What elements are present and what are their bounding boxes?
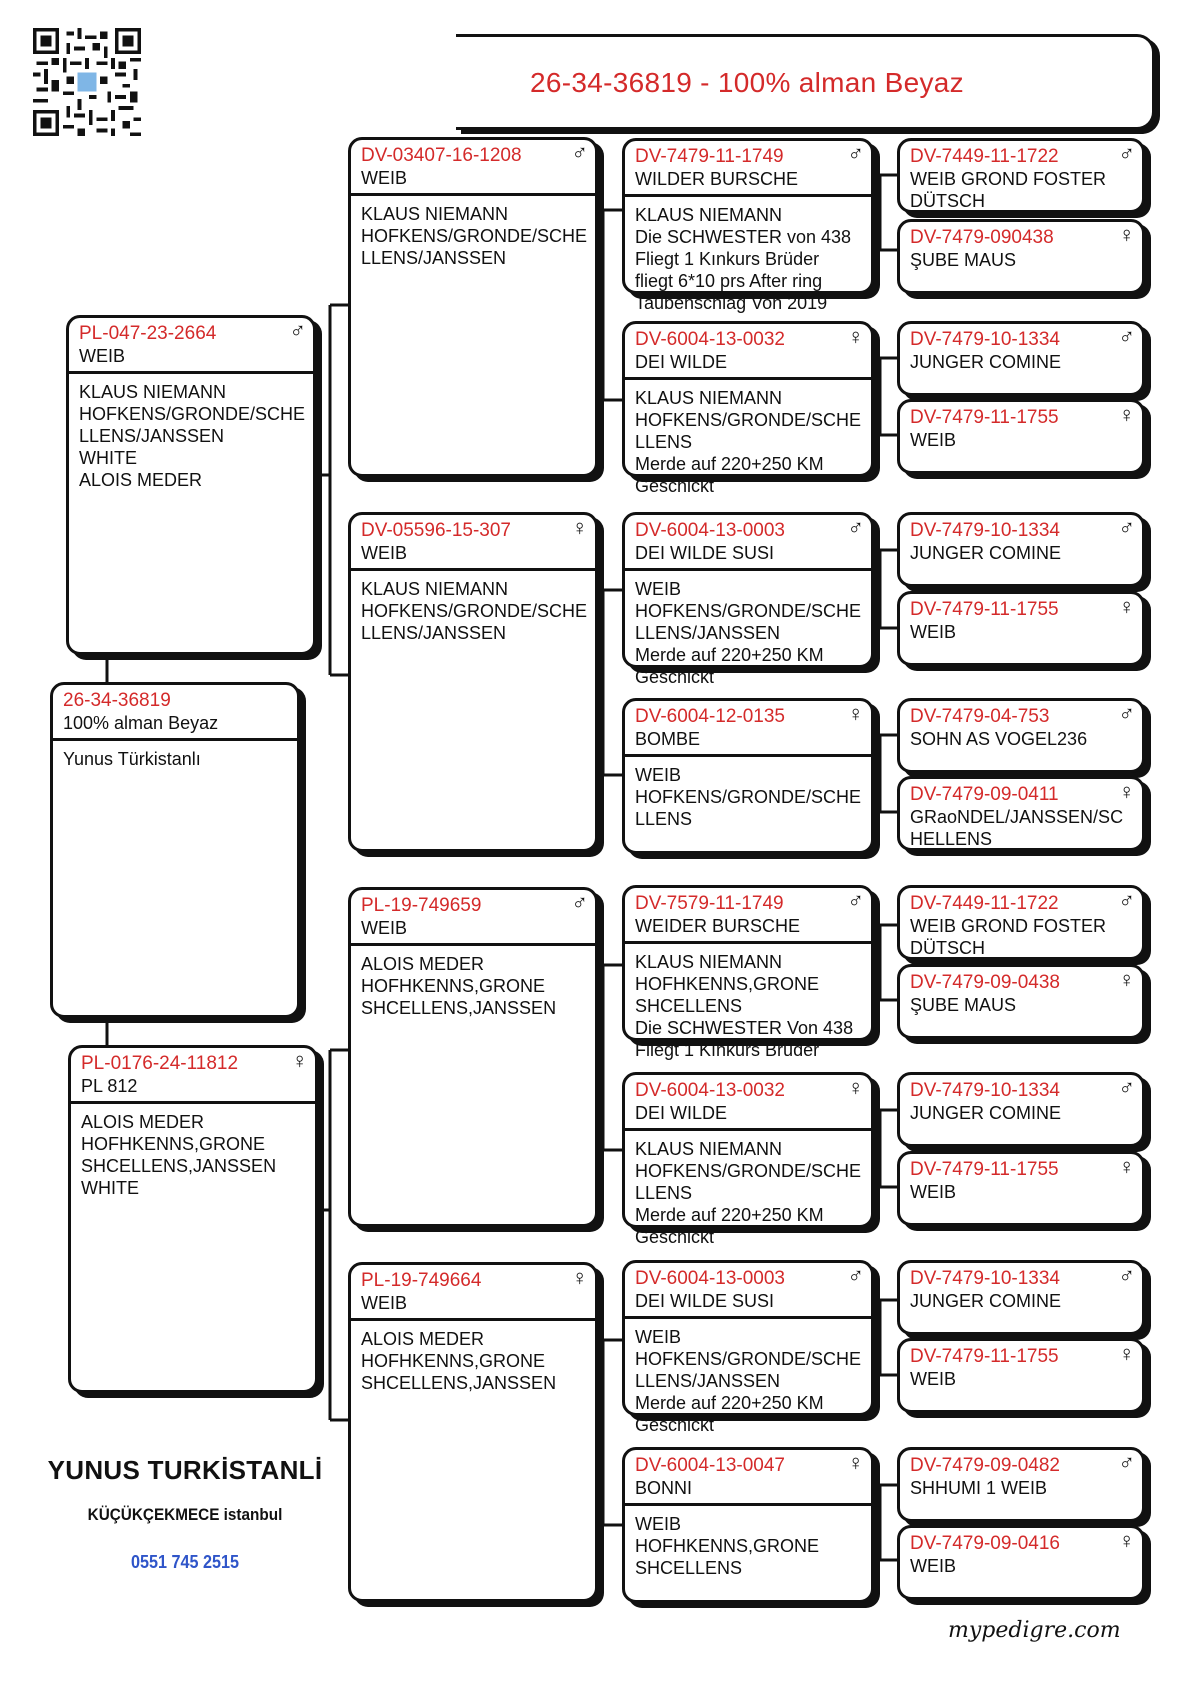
dam-ring: PL-0176-24-11812	[81, 1053, 239, 1074]
pigeon-name-cont: DÜTSCH	[910, 191, 985, 211]
gg-grandparent-card[interactable]	[897, 1525, 1145, 1600]
gg-grandparent-card[interactable]	[897, 138, 1145, 213]
gg-grandparent-card[interactable]	[897, 1151, 1145, 1226]
pigeon-name: WEIB	[910, 1556, 957, 1576]
note-line: SHCELLENS,JANSSEN	[361, 998, 557, 1018]
pigeon-name: JUNGER COMINE	[910, 543, 1062, 563]
ring-number: DV-7479-11-1755	[910, 599, 1059, 620]
note-line: Geschickt	[635, 667, 715, 687]
female-symbol-icon: ♀	[571, 1265, 588, 1290]
note-line: HOFKENS/GRONDE/SCHE	[635, 787, 862, 807]
ring-number: DV-7479-09-0411	[910, 784, 1059, 805]
female-symbol-icon: ♀	[847, 1075, 864, 1100]
gg-grandparent-card[interactable]	[897, 591, 1145, 666]
ring-number: DV-7479-09-0482	[910, 1455, 1060, 1476]
female-symbol-icon: ♀	[291, 1048, 308, 1073]
pigeon-name: JUNGER COMINE	[910, 1103, 1062, 1123]
pigeon-name: WEIB GROND FOSTER	[910, 169, 1107, 189]
note-line: HOFKENS/GRONDE/SCHE	[635, 1161, 862, 1181]
sire-note: ALOIS MEDER	[79, 470, 203, 490]
note-line: KLAUS NIEMANN	[361, 204, 509, 224]
pigeon-name: WEIB GROND FOSTER	[910, 916, 1107, 936]
note-line: HOFKENS/GRONDE/SCHE	[635, 1349, 862, 1369]
gg-grandparent-card[interactable]	[897, 1072, 1145, 1147]
pigeon-name: WEIB	[361, 1293, 408, 1313]
ring-number: DV-6004-13-0032	[635, 1080, 785, 1101]
pigeon-name: BONNI	[635, 1478, 693, 1498]
pigeon-name: SHHUMI 1 WEIB	[910, 1478, 1048, 1498]
pigeon-name: WILDER BURSCHE	[635, 169, 799, 189]
ring-number: DV-7479-11-1749	[635, 146, 784, 167]
gg-grandparent-card[interactable]	[897, 776, 1145, 851]
note-line: SHCELLENS,JANSSEN	[361, 1373, 557, 1393]
note-line: LLENS	[635, 1183, 693, 1203]
note-line: HOFHKENNS,GRONE	[635, 974, 820, 994]
gg-grandparent-card[interactable]	[897, 885, 1145, 960]
sire-name: WEIB	[79, 346, 126, 366]
male-symbol-icon: ♂	[847, 1263, 864, 1288]
subject-owner: Yunus Türkistanlı	[63, 749, 201, 769]
female-symbol-icon: ♀	[1118, 222, 1135, 247]
note-line: HOFHKENNS,GRONE	[361, 1351, 546, 1371]
pigeon-name: JUNGER COMINE	[910, 352, 1062, 372]
note-line: HOFKENS/GRONDE/SCHE	[361, 601, 588, 621]
ring-number: DV-6004-12-0135	[635, 706, 785, 727]
ring-number: DV-03407-16-1208	[361, 145, 522, 166]
gg-grandparent-card[interactable]	[897, 399, 1145, 474]
great-grandparent-card[interactable]	[622, 1260, 874, 1435]
note-line: LLENS	[635, 432, 693, 452]
great-grandparent-card[interactable]	[622, 1447, 874, 1603]
note-line: Geschickt	[635, 1415, 715, 1435]
male-symbol-icon: ♂	[289, 318, 306, 343]
pigeon-name: WEIB	[361, 168, 408, 188]
dam-card[interactable]	[68, 1045, 318, 1393]
note-line: KLAUS NIEMANN	[635, 1139, 783, 1159]
note-line: Fliegt 1 Kınkurs Brüder	[635, 249, 820, 269]
female-symbol-icon: ♀	[1118, 1528, 1135, 1553]
brand-logo: mypedigre.com	[948, 1618, 1121, 1643]
note-line: LLENS/JANSSEN	[635, 623, 781, 643]
pigeon-name: ŞUBE MAUS	[910, 995, 1017, 1015]
female-symbol-icon: ♀	[1118, 1341, 1135, 1366]
pigeon-name: WEIB	[910, 622, 957, 642]
breeder-name: YUNUS TURKİSTANLİ	[47, 1455, 323, 1485]
male-symbol-icon: ♂	[847, 888, 864, 913]
grandparent-card[interactable]	[348, 512, 598, 852]
male-symbol-icon: ♂	[847, 515, 864, 540]
gg-grandparent-card[interactable]	[897, 964, 1145, 1039]
note-line: Taubenschlag Von 2019	[635, 293, 828, 313]
great-grandparent-card[interactable]	[622, 321, 874, 496]
note-line: HOFKENS/GRONDE/SCHE	[361, 226, 588, 246]
gg-grandparent-card[interactable]	[897, 1260, 1145, 1335]
note-line: LLENS/JANSSEN	[635, 1371, 781, 1391]
note-line: LLENS/JANSSEN	[361, 623, 507, 643]
ring-number: DV-7449-11-1722	[910, 893, 1059, 914]
sire-ring: PL-047-23-2664	[79, 323, 217, 344]
subject-name: 100% alman Beyaz	[63, 713, 219, 733]
gg-grandparent-card[interactable]	[897, 1338, 1145, 1413]
gg-grandparent-card[interactable]	[897, 512, 1145, 587]
ring-number: DV-6004-13-0003	[635, 520, 785, 541]
pigeon-name: DEI WILDE SUSI	[635, 1291, 775, 1311]
male-symbol-icon: ♂	[571, 140, 588, 165]
gg-grandparent-card[interactable]	[897, 219, 1145, 294]
sire-note: KLAUS NIEMANN	[79, 382, 227, 402]
ring-number: DV-7479-10-1334	[910, 520, 1060, 541]
breeder-city: KÜÇÜKÇEKMECE istanbul	[87, 1505, 283, 1524]
ring-number: DV-7479-10-1334	[910, 1268, 1060, 1289]
male-symbol-icon: ♂	[1118, 1450, 1135, 1475]
ring-number: DV-7479-090438	[910, 227, 1054, 248]
note-line: Geschickt	[635, 1227, 715, 1247]
pigeon-name: WEIB	[361, 543, 408, 563]
pigeon-name: JUNGER COMINE	[910, 1291, 1062, 1311]
female-symbol-icon: ♀	[1118, 1154, 1135, 1179]
ring-number: DV-7479-11-1755	[910, 407, 1059, 428]
great-grandparent-card[interactable]	[622, 138, 874, 313]
ring-number: DV-6004-13-0047	[635, 1455, 785, 1476]
note-line: LLENS/JANSSEN	[361, 248, 507, 268]
ring-number: DV-7479-09-0438	[910, 972, 1060, 993]
note-line: Fliegt 1 Kınkurs Brüder	[635, 1040, 820, 1060]
male-symbol-icon: ♂	[847, 141, 864, 166]
pigeon-name: ŞUBE MAUS	[910, 250, 1017, 270]
ring-number: DV-6004-13-0032	[635, 329, 785, 350]
great-grandparent-card[interactable]	[622, 885, 874, 1060]
ring-number: DV-7479-10-1334	[910, 1080, 1060, 1101]
note-line: KLAUS NIEMANN	[635, 205, 783, 225]
note-line: KLAUS NIEMANN	[635, 388, 783, 408]
pigeon-name: DEI WILDE SUSI	[635, 543, 775, 563]
male-symbol-icon: ♂	[1118, 515, 1135, 540]
breeder-phone: 0551 745 2515	[130, 1552, 240, 1572]
ring-number: DV-7479-11-1755	[910, 1159, 1059, 1180]
ring-number: DV-7479-09-0416	[910, 1533, 1060, 1554]
pigeon-name: WEIB	[910, 1369, 957, 1389]
note-line: HOFKENS/GRONDE/SCHE	[635, 601, 862, 621]
gg-grandparent-card[interactable]	[897, 698, 1145, 773]
note-line: WEIB	[635, 579, 682, 599]
sire-note: HOFKENS/GRONDE/SCHE	[79, 404, 306, 424]
female-symbol-icon: ♀	[847, 1450, 864, 1475]
male-symbol-icon: ♂	[1118, 1263, 1135, 1288]
note-line: Geschickt	[635, 476, 715, 496]
ring-number: DV-7479-10-1334	[910, 329, 1060, 350]
grandparent-card[interactable]	[348, 887, 598, 1227]
pigeon-name: DEI WILDE	[635, 1103, 728, 1123]
note-line: SHCELLENS	[635, 996, 743, 1016]
dam-note: WHITE	[81, 1178, 139, 1198]
female-symbol-icon: ♀	[1118, 779, 1135, 804]
pigeon-name: GRaoNDEL/JANSSEN/SC	[910, 807, 1124, 827]
female-symbol-icon: ♀	[1118, 967, 1135, 992]
note-line: Merde auf 220+250 KM	[635, 454, 824, 474]
pigeon-name: WEIDER BURSCHE	[635, 916, 801, 936]
note-line: WEIB	[635, 765, 682, 785]
ring-number: DV-7449-11-1722	[910, 146, 1059, 167]
pigeon-name: WEIB	[361, 918, 408, 938]
dam-note: HOFHKENNS,GRONE	[81, 1134, 266, 1154]
ring-number: DV-05596-15-307	[361, 520, 511, 541]
note-line: Die SCHWESTER von 438	[635, 227, 852, 247]
note-line: LLENS	[635, 809, 693, 829]
great-grandparent-card[interactable]	[622, 512, 874, 687]
note-line: SHCELLENS	[635, 1558, 743, 1578]
female-symbol-icon: ♀	[1118, 402, 1135, 427]
note-line: Merde auf 220+250 KM	[635, 645, 824, 665]
male-symbol-icon: ♂	[1118, 701, 1135, 726]
pigeon-name: BOMBE	[635, 729, 701, 749]
ring-number: DV-6004-13-0003	[635, 1268, 785, 1289]
note-line: ALOIS MEDER	[361, 954, 485, 974]
female-symbol-icon: ♀	[847, 701, 864, 726]
note-line: ALOIS MEDER	[361, 1329, 485, 1349]
pigeon-name: WEIB	[910, 1182, 957, 1202]
dam-name: PL 812	[81, 1076, 138, 1096]
dam-note: ALOIS MEDER	[81, 1112, 205, 1132]
female-symbol-icon: ♀	[1118, 594, 1135, 619]
male-symbol-icon: ♂	[1118, 141, 1135, 166]
ring-number: PL-19-749664	[361, 1270, 482, 1291]
note-line: HOFKENS/GRONDE/SCHE	[635, 410, 862, 430]
great-grandparent-card[interactable]	[622, 1072, 874, 1247]
male-symbol-icon: ♂	[1118, 1075, 1135, 1100]
note-line: HOFHKENNS,GRONE	[361, 976, 546, 996]
male-symbol-icon: ♂	[1118, 888, 1135, 913]
note-line: Merde auf 220+250 KM	[635, 1393, 824, 1413]
male-symbol-icon: ♂	[571, 890, 588, 915]
page-title: 26-34-36819 - 100% alman Beyaz	[530, 67, 964, 98]
pigeon-name-cont: HELLENS	[910, 829, 993, 849]
note-line: fliegt 6*10 prs After ring	[635, 271, 823, 291]
sire-note: WHITE	[79, 448, 137, 468]
subject-card[interactable]	[50, 682, 300, 1018]
grandparent-card[interactable]	[348, 1262, 598, 1602]
male-symbol-icon: ♂	[1118, 324, 1135, 349]
gg-grandparent-card[interactable]	[897, 321, 1145, 396]
ring-number: DV-7579-11-1749	[635, 893, 784, 914]
note-line: WEIB	[635, 1327, 682, 1347]
pigeon-name-cont: DÜTSCH	[910, 938, 985, 958]
pigeon-name: WEIB	[910, 430, 957, 450]
note-line: WEIB	[635, 1514, 682, 1534]
ring-number: DV-7479-04-753	[910, 706, 1050, 727]
sire-note: LLENS/JANSSEN	[79, 426, 225, 446]
note-line: HOFHKENNS,GRONE	[635, 1536, 820, 1556]
note-line: KLAUS NIEMANN	[361, 579, 509, 599]
note-line: Die SCHWESTER Von 438	[635, 1018, 854, 1038]
grandparent-card[interactable]	[348, 137, 598, 477]
ring-number: DV-7479-11-1755	[910, 1346, 1059, 1367]
great-grandparent-card[interactable]	[622, 698, 874, 854]
gg-grandparent-card[interactable]	[897, 1447, 1145, 1522]
ring-number: PL-19-749659	[361, 895, 482, 916]
female-symbol-icon: ♀	[571, 515, 588, 540]
pigeon-name: DEI WILDE	[635, 352, 728, 372]
note-line: KLAUS NIEMANN	[635, 952, 783, 972]
dam-note: SHCELLENS,JANSSEN	[81, 1156, 277, 1176]
note-line: Merde auf 220+250 KM	[635, 1205, 824, 1225]
female-symbol-icon: ♀	[847, 324, 864, 349]
sire-card[interactable]	[66, 315, 316, 655]
pigeon-name: SOHN AS VOGEL236	[910, 729, 1088, 749]
subject-ring: 26-34-36819	[63, 690, 171, 711]
